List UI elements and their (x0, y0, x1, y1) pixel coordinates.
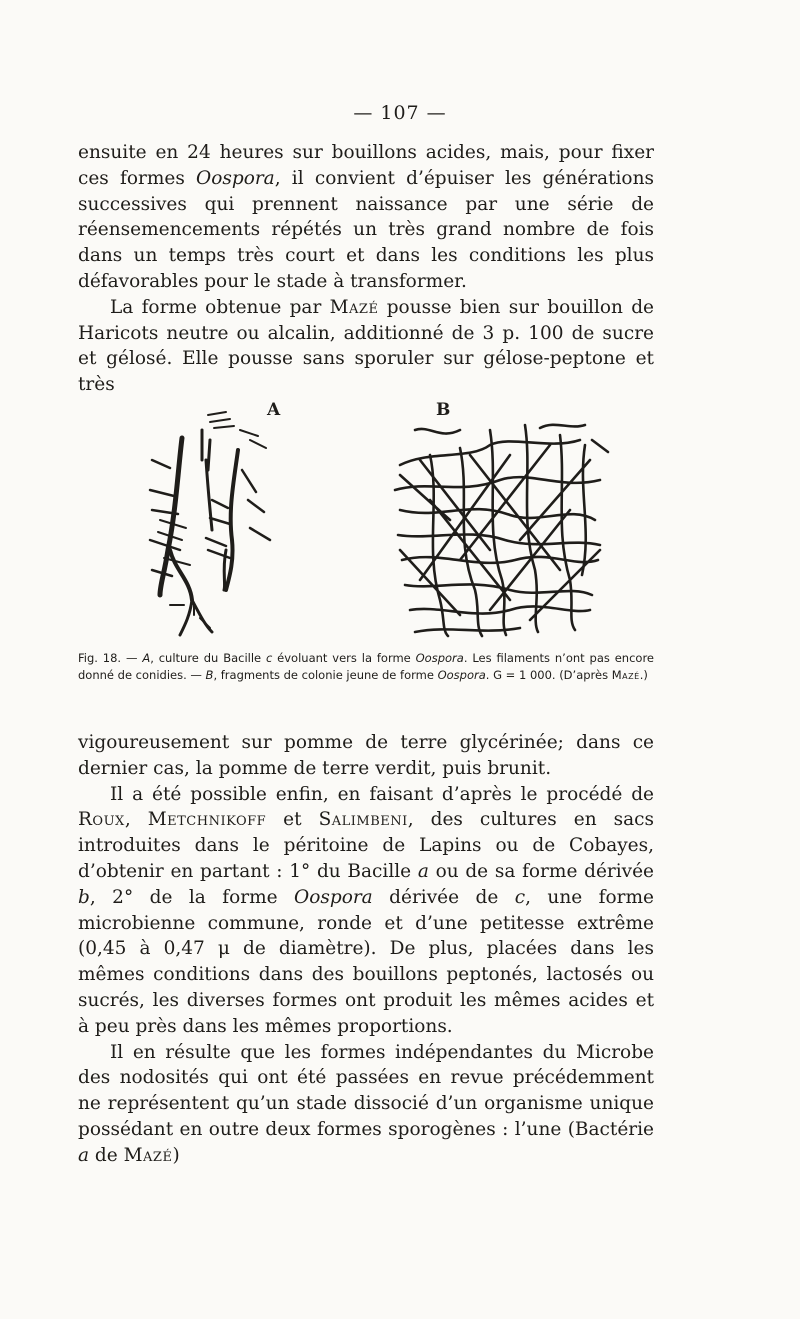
italic-text: Oospora (294, 886, 373, 908)
panel-b-drawing (395, 425, 608, 636)
figure-drawing (130, 400, 630, 640)
author-name: Metchnikoff (147, 809, 267, 831)
text: ou de sa forme dérivée (428, 860, 654, 882)
figure-label-a: A (267, 400, 281, 420)
paragraph (78, 730, 654, 782)
text: . G = 1 000. (D’après (485, 668, 612, 682)
text: Il en résulte que les formes indépendantes du Microbe des nodosités qui ont été passées en revue précédemment ne représentent qu’un stade dissocié d’un organisme unique possédant en outre deux formes sporogènes : l’une (Bactérie (78, 1041, 654, 1140)
text: , culture du Bacille (150, 651, 266, 665)
italic-text: Oospora (196, 167, 275, 189)
text: .) (639, 668, 648, 682)
text: pousse bien sur bouillon de Haricots neutre ou alcalin, additionné de 3 p. 100 de sucre et gélosé. Elle pousse sans sporuler sur gélose-peptone et très (78, 296, 654, 396)
italic-text: a (78, 1144, 90, 1166)
author-name: Mazé (329, 296, 379, 318)
text: , des cultures en sacs introduites dans le péritoine de Lapins ou de Cobayes, d’obtenir en partant : 1° du Bacille (78, 809, 654, 882)
text: , (124, 809, 148, 831)
text: , 2° de la forme (89, 886, 295, 908)
text: , il convient d’épuiser les générations successives qui prennent naissance par une série de réensemencements répétés un très grand nombre de fois dans un temps très court et dans les conditions les plus défavorables pour le stade à transformer. (78, 167, 654, 292)
author-name: Mazé (611, 668, 640, 682)
figure-caption (78, 650, 654, 684)
text: vigoureusement sur pomme de terre glycérinée; dans ce dernier cas, la pomme de terre verdit, puis brunit. (78, 732, 654, 779)
text: Il a été possible enfin, en faisant d’après le procédé de (110, 783, 654, 805)
panel-a-drawing (150, 412, 270, 635)
italic-text: b (78, 886, 90, 908)
text: de (89, 1144, 124, 1166)
italic-text: a (417, 860, 429, 882)
text: La forme obtenue par (110, 296, 330, 318)
text-block-bottom (78, 730, 654, 1169)
text: évoluant vers la forme (272, 651, 416, 665)
caption-fig-number: Fig. 18. (78, 651, 122, 665)
paragraph (78, 1040, 654, 1169)
paragraph (78, 295, 654, 398)
italic-text: Oospora (415, 651, 464, 665)
italic-text: B (205, 668, 214, 682)
author-name: Roux (78, 809, 125, 831)
figure-label-b: B (436, 400, 451, 420)
text: , une forme microbienne commune, ronde et d’une petitesse extrême (0,45 à 0,47 μ de diamètre). De plus, placées dans les mêmes conditions dans des bouillons peptonés, lactosés ou sucrés, les diverses formes ont produit les mêmes acides et à peu près dans les mêmes proportions. (78, 886, 654, 1037)
italic-text: Oospora (437, 668, 486, 682)
text: , fragments de colonie jeune de forme (213, 668, 438, 682)
figure-18 (130, 400, 630, 640)
italic-text: c (265, 651, 273, 665)
paragraph (78, 140, 654, 295)
italic-text: c (514, 886, 526, 908)
text: . Les filaments n’ont pas encore donné de conidies. — (78, 651, 654, 682)
text-block-top (78, 140, 654, 398)
text: ) (172, 1144, 180, 1166)
paragraph (78, 782, 654, 1040)
text: dérivée de (372, 886, 515, 908)
text: ensuite en 24 heures sur bouillons acides, mais, pour fixer ces formes (78, 142, 654, 189)
italic-text: A (142, 651, 151, 665)
page-number: — 107 — (353, 102, 447, 124)
author-name: Mazé (123, 1144, 173, 1166)
text: — (121, 651, 143, 665)
author-name: Salimbeni (318, 809, 408, 831)
text: et (266, 809, 319, 831)
